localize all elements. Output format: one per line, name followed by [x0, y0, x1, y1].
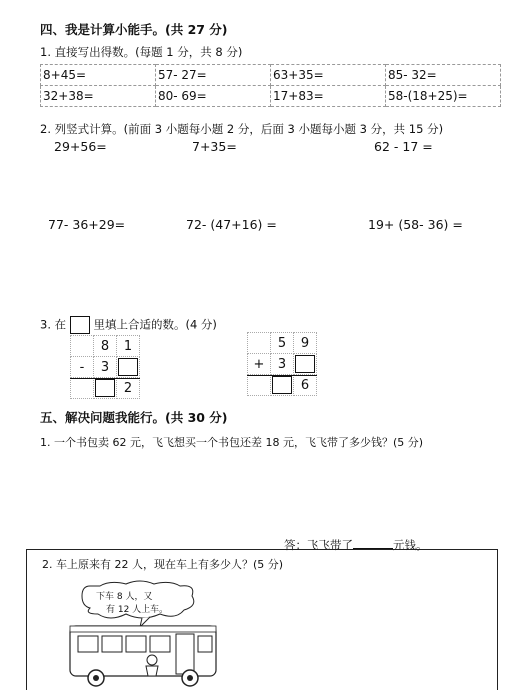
- section4-title: 四、我是计算小能手。(共 27 分): [40, 22, 228, 37]
- calc-table: [40, 64, 501, 107]
- calc-cell: 80- 69=: [156, 86, 271, 107]
- calc-cell: 85- 32=: [386, 65, 501, 86]
- bubble-line: 下车 8 人，又: [96, 592, 153, 602]
- answer-after: 元钱。: [393, 538, 428, 552]
- digit: 1: [117, 336, 140, 357]
- answer-box[interactable]: [118, 358, 138, 376]
- digit: 3: [271, 354, 294, 375]
- calc-cell: 8+45=: [41, 65, 156, 86]
- s5-q1-text: 1. 一个书包卖 62 元，飞飞想买一个书包还差 18 元，飞飞带了多少钱？(5 分): [40, 436, 424, 449]
- vertical-calc-item: 29+56=: [54, 139, 107, 154]
- vertical-calc-item: 72- (47+16) =: [186, 217, 277, 232]
- vertical-calc-item: 19+ (58- 36) =: [368, 217, 463, 232]
- table-row: [41, 86, 501, 107]
- digit: 8: [94, 336, 117, 357]
- bubble-line: 有 12 人上车。: [106, 605, 169, 615]
- q3-title-after: 里填上合适的数。(4 分): [93, 317, 217, 332]
- answer-before: 答：飞飞带了: [284, 538, 353, 552]
- digit: 3: [94, 357, 117, 378]
- digit: 5: [271, 333, 294, 354]
- s5-q2-text: 2. 车上原来有 22 人，现在车上有多少人？(5 分): [42, 558, 284, 571]
- subtraction-puzzle: [70, 335, 140, 399]
- q2-title: 2. 列竖式计算。(前面 3 小题每小题 2 分，后面 3 小题每小题 3 分，共 15 分): [40, 122, 444, 136]
- sum-line: [70, 378, 140, 379]
- answer-box[interactable]: [95, 379, 115, 397]
- addition-puzzle: [247, 332, 317, 396]
- operator: +: [248, 354, 271, 375]
- table-row: [41, 65, 501, 86]
- calc-cell: 58-(18+25)=: [386, 86, 501, 107]
- vertical-calc-item: 7+35=: [192, 139, 237, 154]
- answer-box-icon: [70, 316, 90, 334]
- digit: 9: [294, 333, 317, 354]
- calc-cell: 63+35=: [271, 65, 386, 86]
- operator: -: [71, 357, 94, 378]
- vertical-calc-item: 62 - 17 =: [374, 139, 433, 154]
- bus-icon: [66, 622, 226, 687]
- q3-title: [40, 316, 217, 334]
- calc-cell: 32+38=: [41, 86, 156, 107]
- calc-cell: 57- 27=: [156, 65, 271, 86]
- sum-line: [247, 375, 317, 376]
- digit: 6: [294, 375, 317, 396]
- q3-title-before: 3. 在: [40, 317, 67, 332]
- digit: 2: [117, 378, 140, 399]
- answer-box[interactable]: [272, 376, 292, 394]
- answer-blank[interactable]: [353, 538, 393, 549]
- q1-title: 1. 直接写出得数。(每题 1 分，共 8 分): [40, 45, 243, 59]
- section5-title: 五、解决问题我能行。(共 30 分): [40, 410, 228, 425]
- vertical-calc-item: 77- 36+29=: [48, 217, 126, 232]
- calc-cell: 17+83=: [271, 86, 386, 107]
- answer-box[interactable]: [295, 355, 315, 373]
